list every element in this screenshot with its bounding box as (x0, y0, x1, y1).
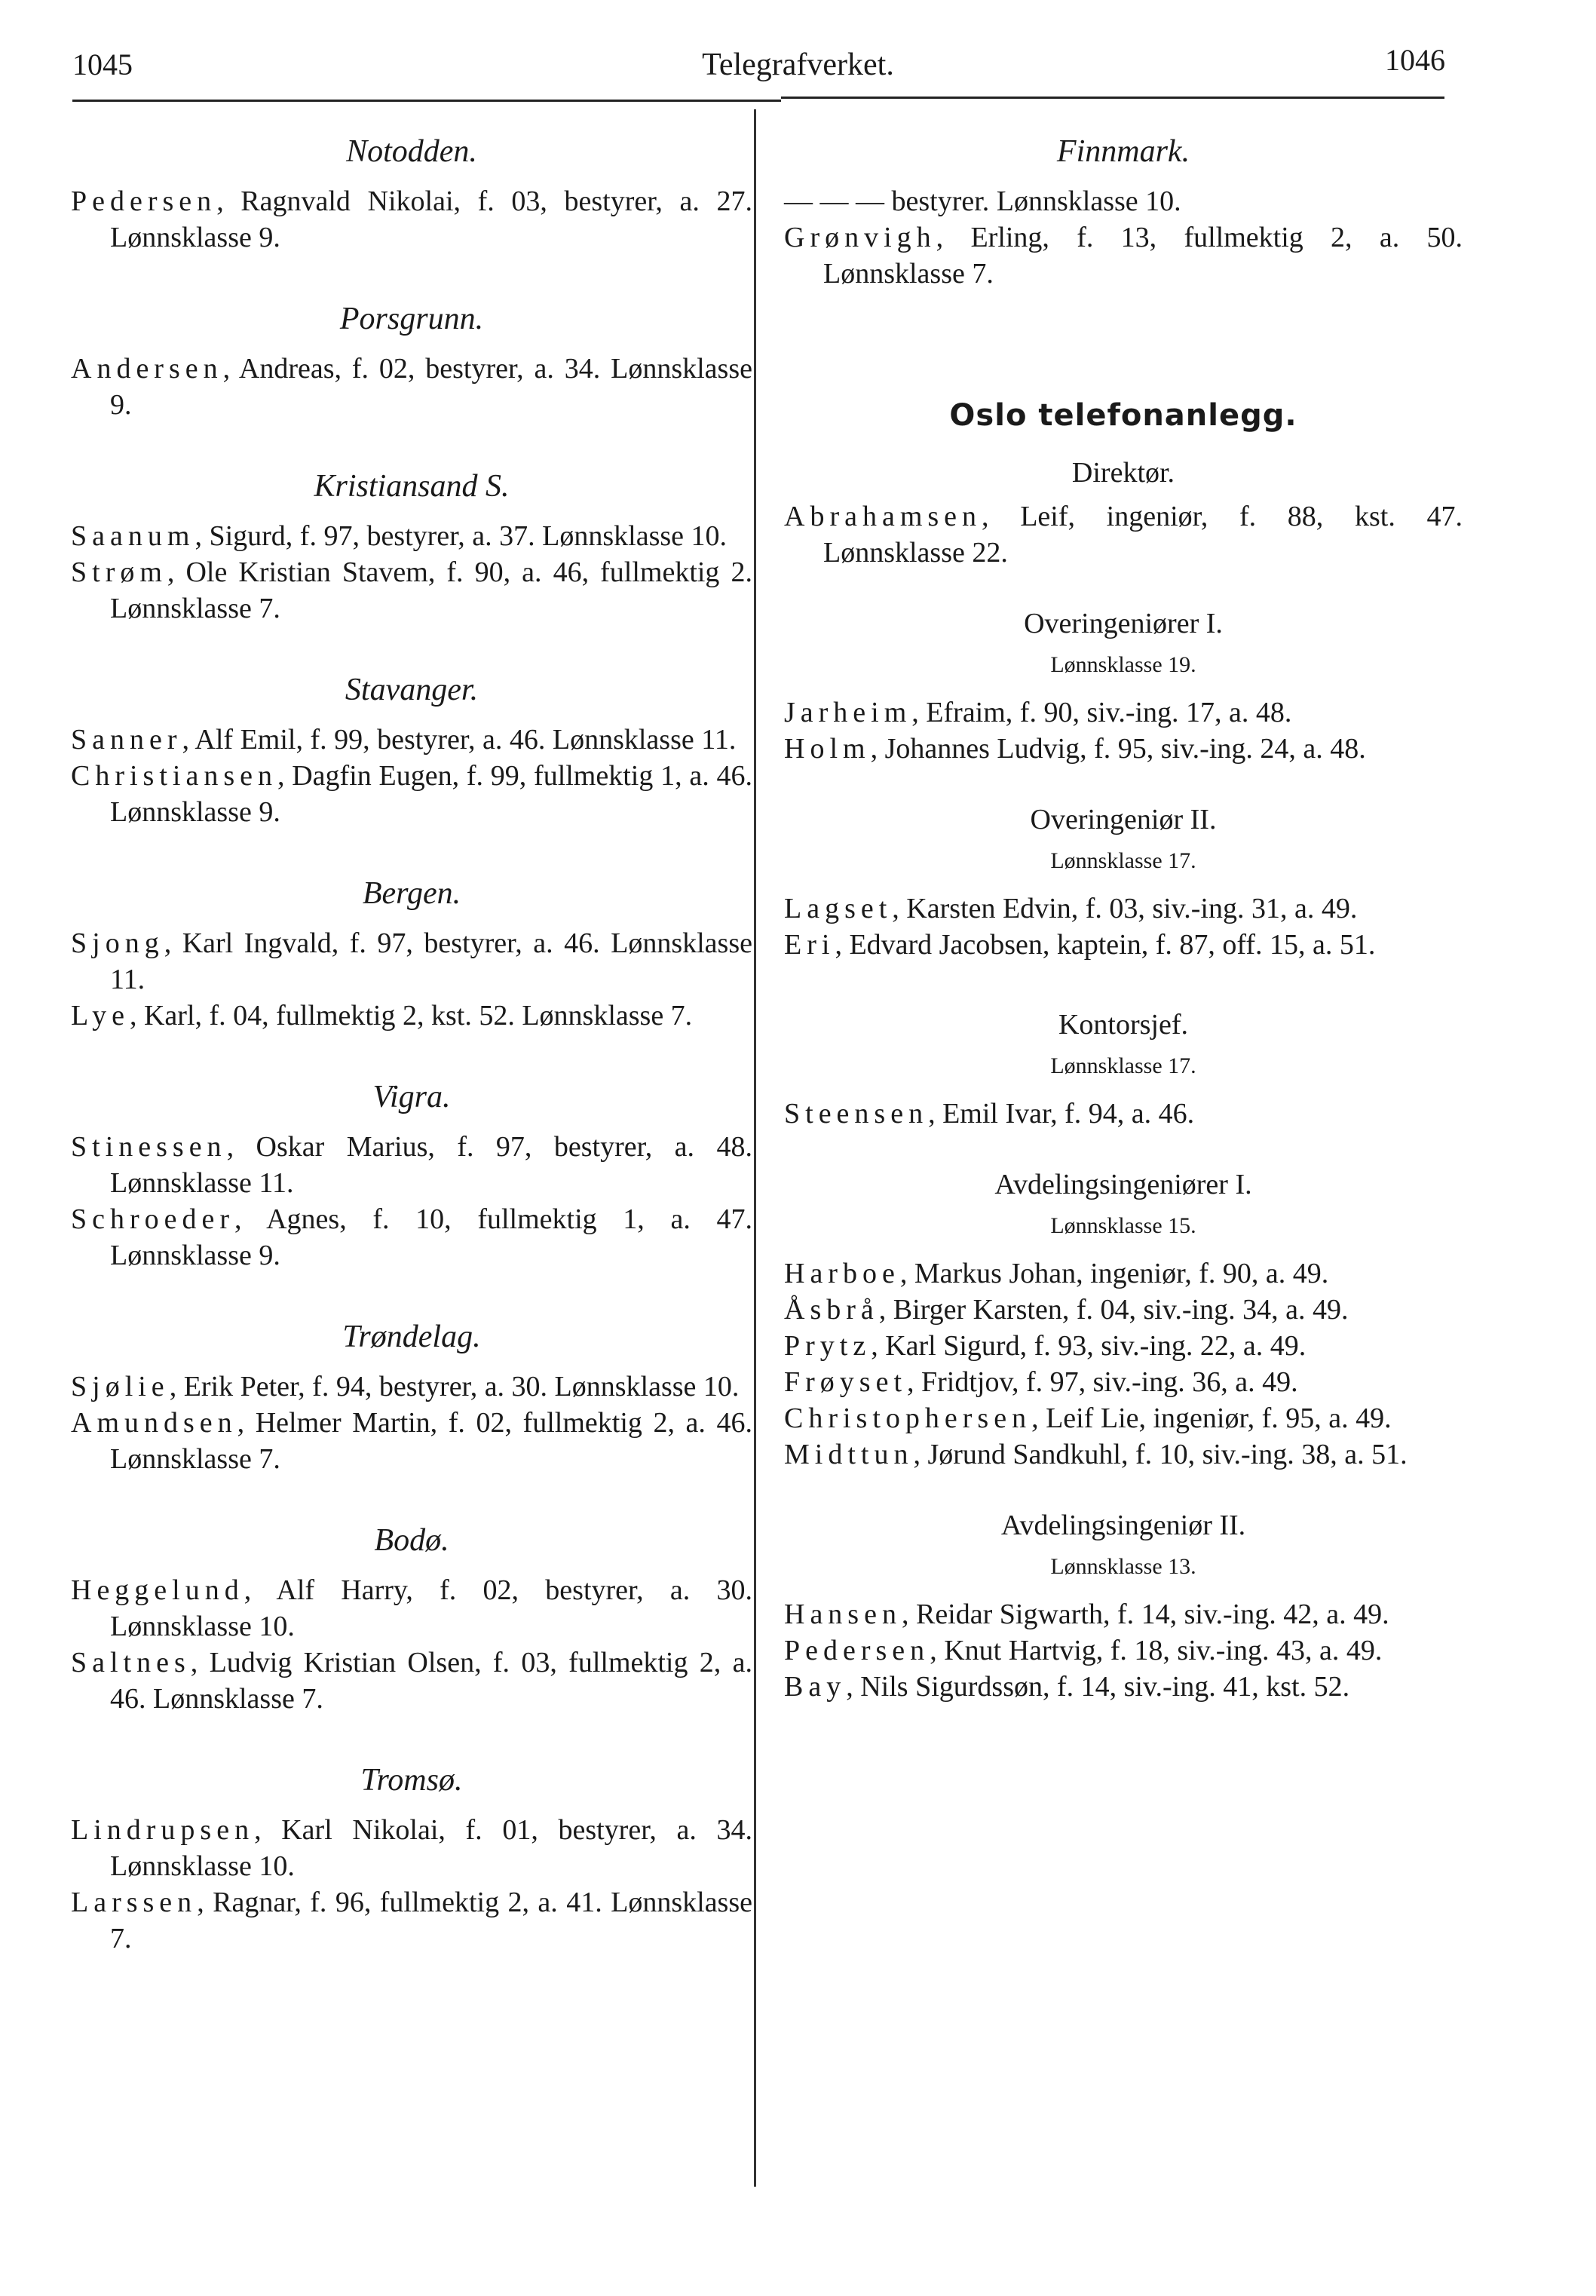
group-kontorsjef (784, 1007, 1463, 1132)
staff-entry (784, 1096, 1463, 1132)
entry-surname: Lye (71, 1000, 130, 1032)
entry-details: , Birger Karsten, f. 04, siv.-ing. 34, a. 49. (878, 1294, 1349, 1326)
entry-surname: Abrahamsen (784, 501, 982, 532)
entry-details: , Karl Ingvald, f. 97, bestyrer, a. 46. Lønnsklasse 11. (110, 927, 752, 995)
entry-surname: Steensen (784, 1098, 929, 1130)
staff-entry (784, 1292, 1463, 1328)
staff-entry (71, 722, 752, 758)
entry-surname: Jarheim (784, 697, 912, 728)
oslo-heading: Oslo telefonanlegg. (949, 398, 1297, 433)
group-title: Overingeniør II. (1030, 804, 1217, 835)
staff-entry (71, 1369, 752, 1405)
staff-entry (784, 1632, 1463, 1669)
staff-entry (71, 1884, 752, 1957)
entry-details: , Markus Johan, ingeniør, f. 90, a. 49. (899, 1258, 1329, 1289)
staff-entry (784, 1436, 1463, 1473)
entry-surname: Grønvigh (784, 222, 936, 253)
entry-surname: Pedersen (784, 1635, 930, 1666)
entry-details: , Sigurd, f. 97, bestyrer, a. 37. Lønnsklasse 10. (195, 520, 728, 552)
section-stavanger (71, 670, 752, 830)
entry-details: , Karl Sigurd, f. 93, siv.-ing. 22, a. 49. (871, 1330, 1307, 1362)
section-porsgrunn (71, 299, 752, 423)
entry-details: , Oskar Marius, f. 97, bestyrer, a. 48. Lønnsklasse 11. (110, 1131, 752, 1199)
entry-surname: Bay (784, 1671, 847, 1703)
entry-surname: Holm (784, 733, 871, 765)
entry-surname: Eri (784, 929, 835, 961)
entry-surname: Saltnes (71, 1647, 191, 1678)
entry-details: , Karl, f. 04, fullmektig 2, kst. 52. Lønnsklasse 7. (129, 1000, 693, 1032)
entry-details: , Andreas, f. 02, bestyrer, a. 34. Lønnsklasse 9. (110, 353, 752, 421)
header-rule-right (781, 97, 1444, 99)
entry-surname: Lindrupsen (71, 1814, 255, 1846)
group-title: Kontorsjef. (1058, 1009, 1189, 1041)
page-number-right: 1046 (1385, 43, 1445, 77)
salary-class: Lønnsklasse 17. (1050, 848, 1196, 873)
section-heading: Tromsø. (360, 1763, 463, 1798)
running-title: Telegrafverket. (702, 48, 894, 82)
entry-details: , Ragnvald Nikolai, f. 03, bestyrer, a. 27. Lønnsklasse 9. (110, 185, 752, 253)
group-direktor (784, 455, 1463, 571)
entry-surname: Strøm (71, 556, 167, 588)
entry-details: , Helmer Martin, f. 02, fullmektig 2, a. 46. Lønnsklasse 7. (110, 1407, 752, 1475)
entry-details: , Knut Hartvig, f. 18, siv.-ing. 43, a. 49. (930, 1635, 1383, 1666)
staff-entry (71, 554, 752, 627)
entry-details: , Alf Harry, f. 02, bestyrer, a. 30. Lønnsklasse 10. (110, 1574, 752, 1642)
section-heading: Bodø. (374, 1523, 449, 1558)
group-overingeniorer-1 (784, 605, 1463, 767)
entry-details: , Jørund Sandkuhl, f. 10, siv.-ing. 38, a. 51. (913, 1439, 1408, 1470)
staff-entry (784, 1364, 1463, 1400)
entry-surname: Pedersen (71, 185, 217, 217)
staff-entry (71, 1129, 752, 1201)
section-heading: Vigra. (372, 1080, 451, 1114)
staff-entry (784, 891, 1463, 927)
staff-entry (71, 1812, 752, 1884)
entry-surname: Prytz (784, 1330, 872, 1362)
staff-entry (784, 1669, 1463, 1705)
entry-details: , Efraim, f. 90, siv.-ing. 17, a. 48. (911, 697, 1292, 728)
entry-details: , Erling, f. 13, fullmektig 2, a. 50. Lønnsklasse 7. (823, 222, 1463, 290)
entry-details: bestyrer. Lønnsklasse 10. (884, 185, 1181, 217)
entry-details: , Agnes, f. 10, fullmektig 1, a. 47. Lønnsklasse 9. (110, 1203, 752, 1271)
staff-entry (784, 183, 1463, 219)
section-vigra (71, 1077, 752, 1274)
staff-entry (71, 998, 752, 1034)
staff-entry (784, 927, 1463, 963)
salary-class: Lønnsklasse 15. (1050, 1213, 1196, 1238)
salary-class: Lønnsklasse 19. (1050, 652, 1196, 677)
section-heading: Porsgrunn. (339, 302, 484, 336)
section-kristiansand (71, 467, 752, 627)
staff-entry (71, 351, 752, 423)
entry-details: , Fridtjov, f. 97, siv.-ing. 36, a. 49. (907, 1366, 1298, 1398)
entry-details: , Leif Lie, ingeniør, f. 95, a. 49. (1031, 1402, 1392, 1434)
staff-entry (784, 498, 1463, 571)
group-avdelingsingeniorer-1 (784, 1166, 1463, 1473)
entry-details: , Ole Kristian Stavem, f. 90, a. 46, fullmektig 2. Lønnsklasse 7. (110, 556, 752, 624)
group-title: Overingeniører I. (1024, 608, 1223, 639)
salary-class: Lønnsklasse 13. (1050, 1554, 1196, 1579)
entry-surname: Larssen (71, 1887, 198, 1918)
header-rule-left (72, 100, 781, 102)
section-heading: Kristiansand S. (314, 469, 510, 504)
staff-entry (71, 183, 752, 256)
staff-entry (71, 518, 752, 554)
entry-surname: Christophersen (784, 1402, 1032, 1434)
section-finnmark (784, 132, 1463, 292)
entry-details: , Reidar Sigwarth, f. 14, siv.-ing. 42, a. 49. (901, 1599, 1389, 1630)
entry-details: , Leif, ingeniør, f. 88, kst. 47. Lønnsklasse 22. (823, 501, 1463, 569)
staff-entry (784, 219, 1463, 292)
entry-surname: Lagset (784, 893, 893, 924)
entry-surname: Amundsen (71, 1407, 237, 1439)
entry-surname: Midttun (784, 1439, 914, 1470)
entry-surname: Hansen (784, 1599, 902, 1630)
section-tromso (71, 1761, 752, 1957)
entry-surname: Schroeder (71, 1203, 235, 1235)
entry-surname: Andersen (71, 353, 223, 385)
staff-entry (784, 1328, 1463, 1364)
group-overingenior-2 (784, 802, 1463, 963)
group-avdelingsingenior-2 (784, 1507, 1463, 1705)
entry-surname: Sanner (71, 724, 182, 756)
group-title: Direktør. (1071, 457, 1175, 489)
entry-details: , Karl Nikolai, f. 01, bestyrer, a. 34. Lønnsklasse 10. (110, 1814, 752, 1882)
staff-entry (71, 1201, 752, 1274)
section-heading: Notodden. (346, 134, 477, 169)
entry-surname: Saanum (71, 520, 195, 552)
staff-entry (71, 758, 752, 830)
entry-details: , Dagfin Eugen, f. 99, fullmektig 1, a. 46. Lønnsklasse 9. (110, 760, 752, 828)
staff-entry (784, 731, 1463, 767)
section-heading: Bergen. (362, 876, 461, 911)
staff-entry (784, 1400, 1463, 1436)
entry-surname: Sjong (71, 927, 164, 959)
section-notodden (71, 132, 752, 256)
group-title: Avdelingsingeniører I. (994, 1169, 1252, 1200)
right-column (784, 132, 1463, 1705)
section-heading: Finnmark. (1056, 134, 1190, 169)
staff-entry (784, 1596, 1463, 1632)
entry-details: , Karsten Edvin, f. 03, siv.-ing. 31, a. 49. (892, 893, 1358, 924)
column-divider (754, 109, 756, 2187)
page-number-left: 1045 (72, 48, 133, 81)
staff-entry (784, 1255, 1463, 1292)
section-bergen (71, 874, 752, 1034)
entry-surname: Stinessen (71, 1131, 227, 1163)
entry-surname: Åsbrå (784, 1294, 879, 1326)
staff-entry (71, 925, 752, 998)
entry-surname: Christiansen (71, 760, 277, 792)
staff-entry (784, 694, 1463, 731)
group-title: Avdelingsingeniør II. (1000, 1510, 1246, 1541)
entry-details: , Johannes Ludvig, f. 95, siv.-ing. 24, a. 48. (870, 733, 1366, 765)
left-column (71, 132, 752, 1957)
entry-details: , Ludvig Kristian Olsen, f. 03, fullmektig 2, a. 46. Lønnsklasse 7. (110, 1647, 752, 1715)
entry-details: , Nils Sigurdssøn, f. 14, siv.-ing. 41, kst. 52. (846, 1671, 1350, 1703)
entry-surname: Harboe (784, 1258, 900, 1289)
salary-class: Lønnsklasse 17. (1050, 1053, 1196, 1078)
section-trondelag (71, 1317, 752, 1477)
entry-surname: Heggelund (71, 1574, 244, 1606)
staff-entry (71, 1572, 752, 1645)
section-bodo (71, 1521, 752, 1717)
section-heading: Trøndelag. (342, 1320, 481, 1354)
entry-details: , Alf Emil, f. 99, bestyrer, a. 46. Lønnsklasse 11. (182, 724, 737, 756)
entry-surname: Frøyset (784, 1366, 907, 1398)
entry-surname: Sjølie (71, 1371, 170, 1402)
entry-details: , Edvard Jacobsen, kaptein, f. 87, off. 15, a. 51. (835, 929, 1376, 961)
entry-vacant-dashes: — — — (784, 185, 884, 217)
entry-details: , Ragnar, f. 96, fullmektig 2, a. 41. Lønnsklasse 7. (110, 1887, 752, 1954)
entry-details: , Erik Peter, f. 94, bestyrer, a. 30. Lønnsklasse 10. (169, 1371, 740, 1402)
entry-details: , Emil Ivar, f. 94, a. 46. (928, 1098, 1195, 1130)
staff-entry (71, 1645, 752, 1717)
section-heading: Stavanger. (345, 673, 479, 707)
staff-entry (71, 1405, 752, 1477)
